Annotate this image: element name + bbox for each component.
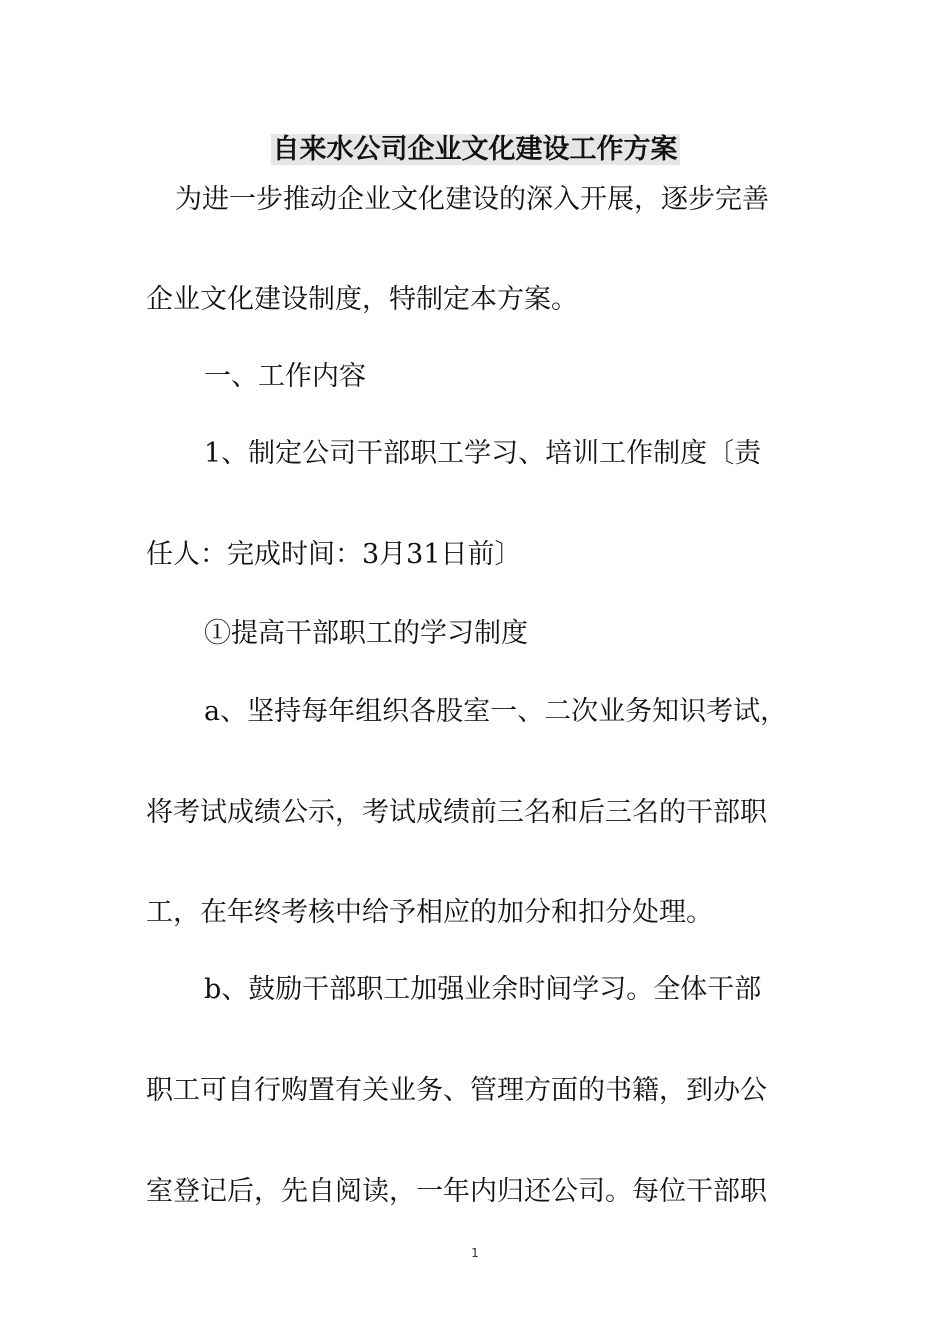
paragraph-line: 任人：完成时间：3月31日前〕 xyxy=(146,539,522,570)
paragraph-line: 职工可自行购置有关业务、管理方面的书籍，到办公 xyxy=(146,1075,767,1106)
page-number: 1 xyxy=(471,1246,479,1260)
document-title: 自来水公司企业文化建设工作方案 xyxy=(272,134,678,165)
section-heading: 一、工作内容 xyxy=(204,361,366,392)
paragraph-line: a、坚持每年组织各股室一、二次业务知识考试， xyxy=(204,696,788,727)
paragraph-line: 1、制定公司干部职工学习、培训工作制度〔责 xyxy=(204,438,762,469)
paragraph-line: 工，在年终考核中给予相应的加分和扣分处理。 xyxy=(146,897,713,928)
paragraph-line: 企业文化建设制度，特制定本方案。 xyxy=(146,284,578,315)
paragraph-line: 将考试成绩公示，考试成绩前三名和后三名的干部职 xyxy=(146,797,767,828)
subsection-heading: ①提高干部职工的学习制度 xyxy=(204,618,528,649)
paragraph-line: b、鼓励干部职工加强业余时间学习。全体干部 xyxy=(204,974,762,1005)
paragraph-line: 为进一步推动企业文化建设的深入开展，逐步完善 xyxy=(175,184,769,215)
paragraph-line: 室登记后，先自阅读，一年内归还公司。每位干部职 xyxy=(146,1176,767,1207)
